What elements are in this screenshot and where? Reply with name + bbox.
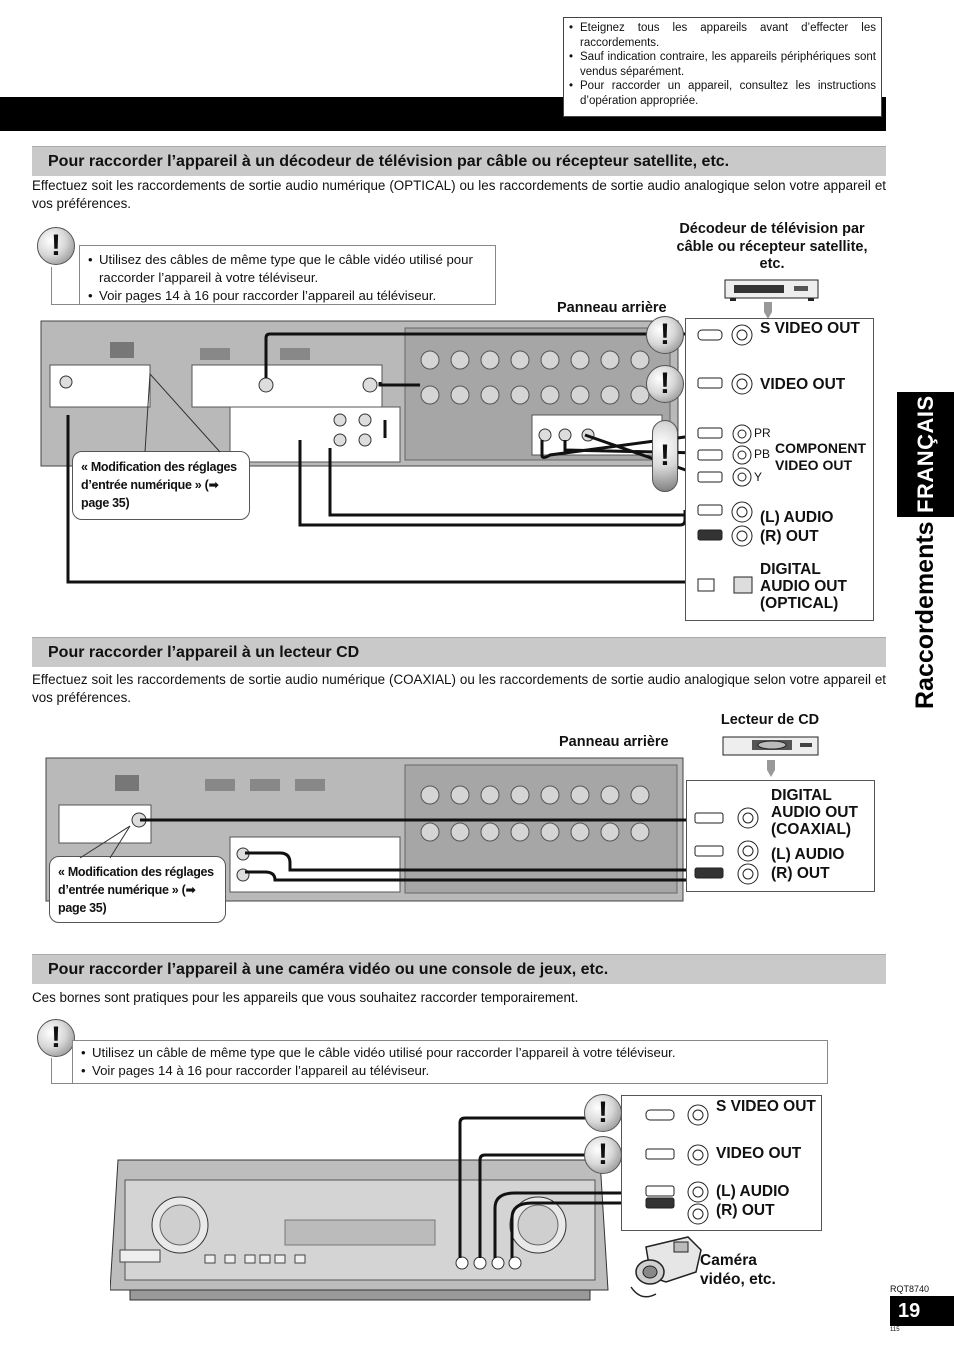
cd-audio-r-label: (R) OUT bbox=[771, 865, 830, 882]
cd-audio-l-label: (L) AUDIO bbox=[771, 846, 845, 863]
callout-pointer bbox=[140, 372, 230, 454]
svideo-out-label: S VIDEO OUT bbox=[760, 320, 860, 337]
cam-audio-r-label: (R) OUT bbox=[716, 1202, 775, 1219]
section1-caution bbox=[79, 245, 496, 305]
pb-label: PB bbox=[754, 447, 771, 461]
arrow-down-icon bbox=[765, 760, 777, 778]
section1-callout: « Modification des réglages d’entrée numérique » (➡ page 35) bbox=[72, 451, 250, 520]
y-label: Y bbox=[754, 470, 763, 484]
caution-icon: ! bbox=[646, 365, 684, 403]
callout-pointer bbox=[70, 824, 140, 860]
cam-video-label: VIDEO OUT bbox=[716, 1145, 802, 1162]
digital-optical-label: DIGITAL AUDIO OUT (OPTICAL) bbox=[760, 561, 847, 612]
caution-bracket bbox=[51, 1058, 72, 1084]
section2-intro: Effectuez soit les raccordements de sortie audio numérique (COAXIAL) ou les raccordements de sortie audio analogique selon votre appareil et vos préférences. bbox=[32, 672, 886, 705]
camcorder-icon bbox=[626, 1232, 704, 1306]
section2-rear-panel-label: Panneau arrière bbox=[559, 734, 669, 750]
section3-connectors bbox=[628, 1098, 718, 1228]
page-number: 19 bbox=[890, 1296, 954, 1326]
section3-caution bbox=[72, 1040, 828, 1084]
chapter-label: Raccordements bbox=[911, 521, 939, 709]
section2-device-title: Lecteur de CD bbox=[720, 712, 820, 728]
header-notes bbox=[563, 17, 882, 117]
caution-item: • Voir pages 14 à 16 pour raccorder l’appareil au téléviseur. bbox=[88, 287, 487, 305]
section3-intro: Ces bornes sont pratiques pour les appareils que vous souhaitez raccorder temporairement. bbox=[32, 990, 579, 1005]
cam-svideo-label: S VIDEO OUT bbox=[716, 1098, 816, 1115]
digital-coaxial-label: DIGITAL AUDIO OUT (COAXIAL) bbox=[771, 787, 858, 838]
audio-r-label: (R) OUT bbox=[760, 528, 819, 545]
audio-l-label: (L) AUDIO bbox=[760, 509, 834, 526]
caution-icon: ! bbox=[37, 1019, 75, 1057]
caution-bracket bbox=[51, 267, 79, 305]
caution-icon: ! bbox=[584, 1094, 622, 1132]
cam-audio-l-label: (L) AUDIO bbox=[716, 1183, 790, 1200]
caution-icon: ! bbox=[652, 420, 678, 492]
camcorder-label: Caméra vidéo, etc. bbox=[700, 1252, 776, 1288]
model-number: RQT8740 bbox=[890, 1284, 930, 1294]
note-item: • Pour raccorder un appareil, consultez les instructions d’opération appropriée. bbox=[569, 79, 876, 108]
caution-icon: ! bbox=[584, 1136, 622, 1174]
component-out-label: COMPONENT VIDEO OUT bbox=[775, 440, 866, 473]
caution-item: • Utilisez un câble de même type que le câble vidéo utilisé pour raccorder l’appareil à votre téléviseur. bbox=[81, 1044, 819, 1062]
section2-title: Pour raccorder l’appareil à un lecteur CD bbox=[32, 637, 886, 667]
settop-box-icon bbox=[724, 278, 820, 302]
section2-callout: « Modification des réglages d’entrée numérique » (➡ page 35) bbox=[49, 856, 226, 923]
caution-item: • Voir pages 14 à 16 pour raccorder l’appareil au téléviseur. bbox=[81, 1062, 819, 1080]
caution-item: • Utilisez des câbles de même type que le câble vidéo utilisé pour raccorder l’appareil à votre téléviseur. bbox=[88, 251, 487, 287]
cd-player-icon bbox=[722, 734, 820, 760]
caution-icon: ! bbox=[37, 227, 75, 265]
section1-device-title: Décodeur de télévision par câble ou récepteur satellite, etc. bbox=[676, 221, 868, 272]
pr-label: PR bbox=[754, 426, 771, 440]
note-item: • Eteignez tous les appareils avant d’effecter les raccordements. bbox=[569, 21, 876, 50]
caution-icon: ! bbox=[646, 316, 684, 354]
video-out-label: VIDEO OUT bbox=[760, 376, 846, 393]
note-item: • Sauf indication contraire, les appareils périphériques sont vendus séparément. bbox=[569, 50, 876, 79]
section3-title: Pour raccorder l’appareil à une caméra vidéo ou une console de jeux, etc. bbox=[32, 954, 886, 984]
section1-intro: Effectuez soit les raccordements de sortie audio numérique (OPTICAL) ou les raccordements de sortie audio analogique selon votre appareil et vos préférences. bbox=[32, 178, 886, 211]
footer-small: 115 bbox=[890, 1327, 900, 1333]
section1-rear-panel-label: Panneau arrière bbox=[557, 300, 667, 316]
language-label: FRANÇAIS bbox=[913, 395, 938, 514]
section1-title: Pour raccorder l’appareil à un décodeur de télévision par câble ou récepteur satellite, etc. bbox=[32, 146, 886, 176]
section2-connectors bbox=[690, 800, 765, 890]
